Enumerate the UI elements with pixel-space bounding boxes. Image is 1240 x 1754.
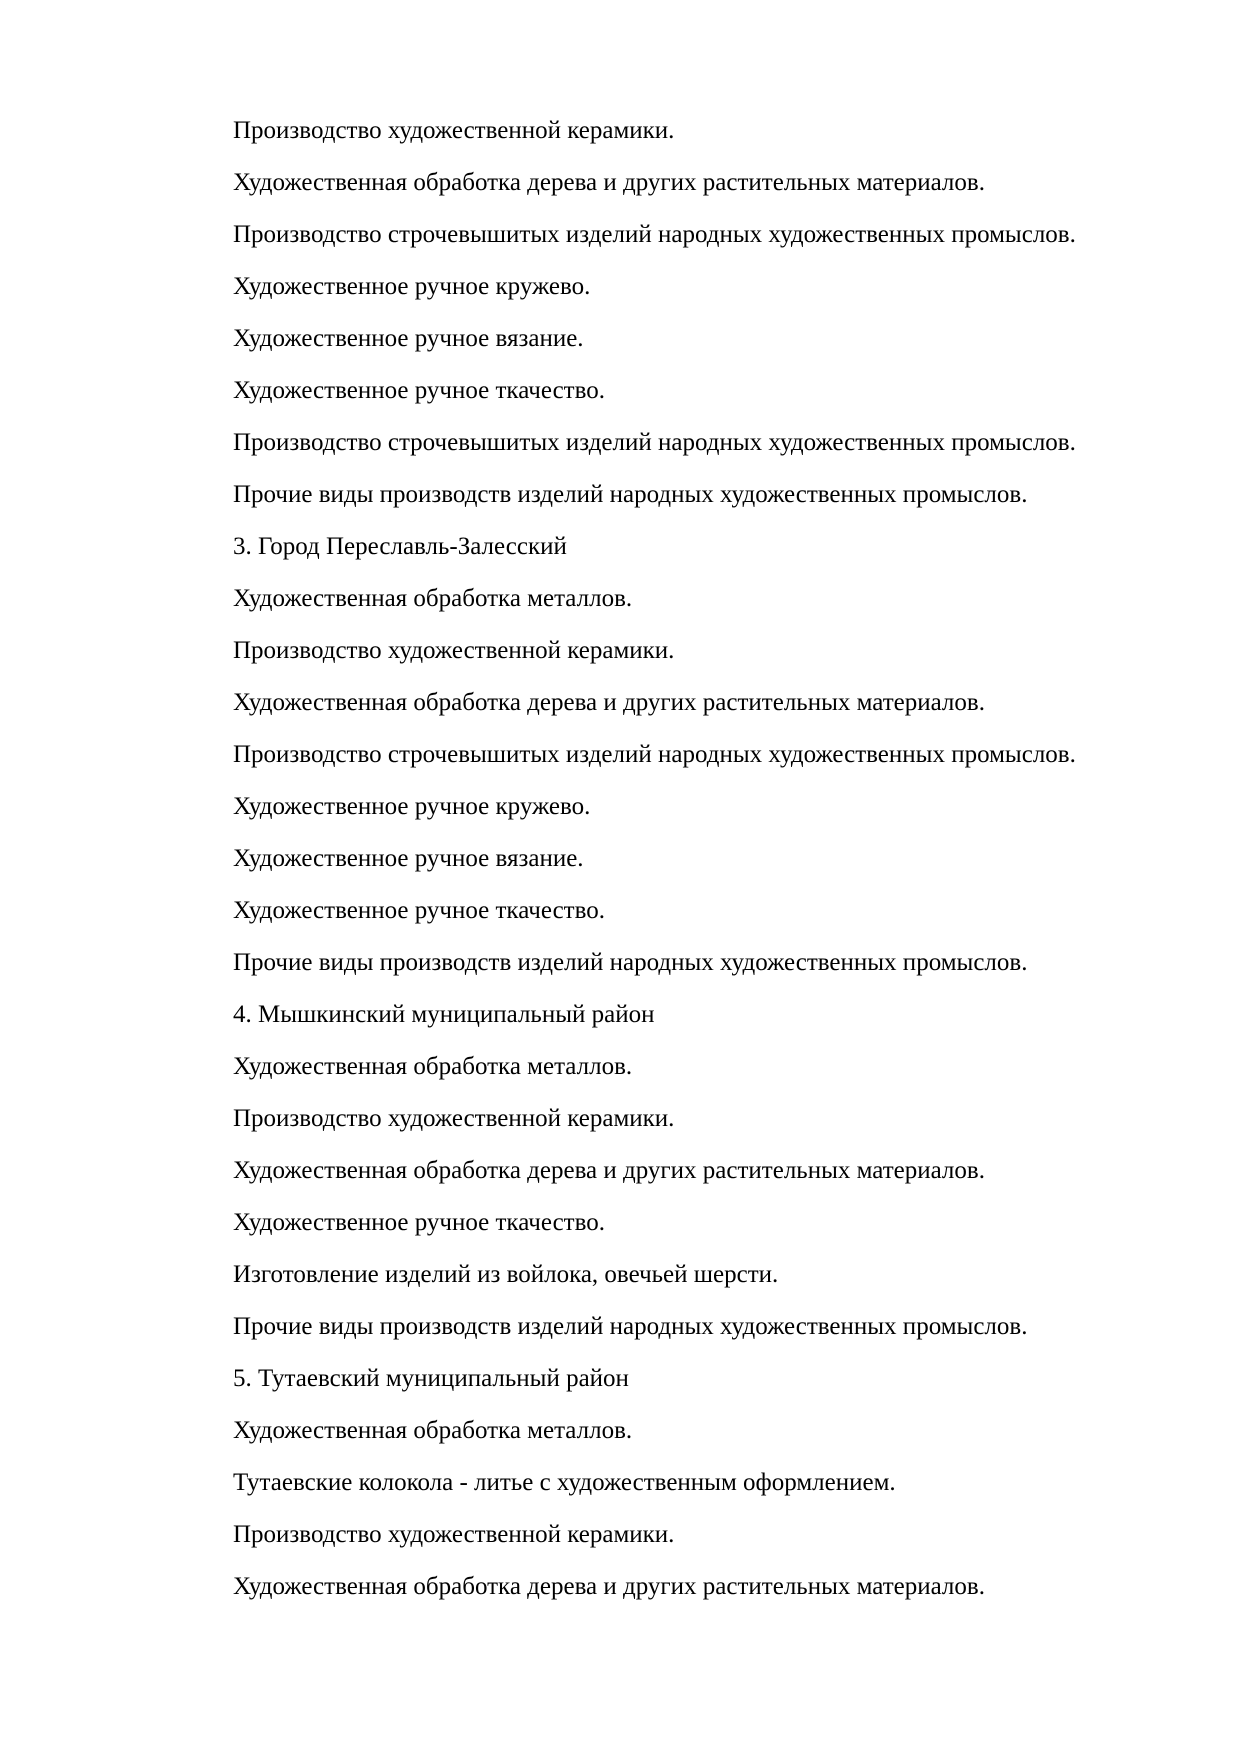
section-heading: 4. Мышкинский муниципальный район — [233, 1001, 655, 1028]
paragraph: Прочие виды производств изделий народных художественных промыслов. — [233, 481, 1028, 508]
paragraph: Производство строчевышитых изделий народных художественных промыслов. — [233, 221, 1076, 248]
paragraph: Художественное ручное вязание. — [233, 845, 584, 872]
paragraph: Производство художественной керамики. — [233, 1105, 675, 1132]
paragraph: Художественная обработка дерева и других растительных материалов. — [233, 1573, 985, 1600]
paragraph: Художественное ручное ткачество. — [233, 1209, 605, 1236]
paragraph: Художественное ручное ткачество. — [233, 897, 605, 924]
paragraph: Художественное ручное ткачество. — [233, 377, 605, 404]
document-text-block — [233, 116, 1123, 1624]
paragraph: Художественная обработка металлов. — [233, 1053, 633, 1080]
paragraph: Производство художественной керамики. — [233, 637, 675, 664]
paragraph: Художественная обработка металлов. — [233, 585, 633, 612]
section-heading: 3. Город Переславль-Залесский — [233, 533, 567, 560]
paragraph: Художественная обработка дерева и других растительных материалов. — [233, 689, 985, 716]
paragraph: Художественное ручное кружево. — [233, 793, 591, 820]
paragraph: Художественное ручное кружево. — [233, 273, 591, 300]
paragraph: Изготовление изделий из войлока, овечьей шерсти. — [233, 1261, 779, 1288]
paragraph: Художественная обработка дерева и других растительных материалов. — [233, 1157, 985, 1184]
paragraph: Прочие виды производств изделий народных художественных промыслов. — [233, 1313, 1028, 1340]
section-heading: 5. Тутаевский муниципальный район — [233, 1365, 629, 1392]
paragraph: Художественная обработка металлов. — [233, 1417, 633, 1444]
paragraph: Художественное ручное вязание. — [233, 325, 584, 352]
paragraph: Производство художественной керамики. — [233, 1521, 675, 1548]
paragraph: Тутаевские колокола - литье с художественным оформлением. — [233, 1469, 896, 1496]
paragraph: Производство строчевышитых изделий народных художественных промыслов. — [233, 429, 1076, 456]
paragraph: Производство художественной керамики. — [233, 117, 675, 144]
paragraph: Художественная обработка дерева и других растительных материалов. — [233, 169, 985, 196]
paragraph: Производство строчевышитых изделий народных художественных промыслов. — [233, 741, 1076, 768]
paragraph: Прочие виды производств изделий народных художественных промыслов. — [233, 949, 1028, 976]
